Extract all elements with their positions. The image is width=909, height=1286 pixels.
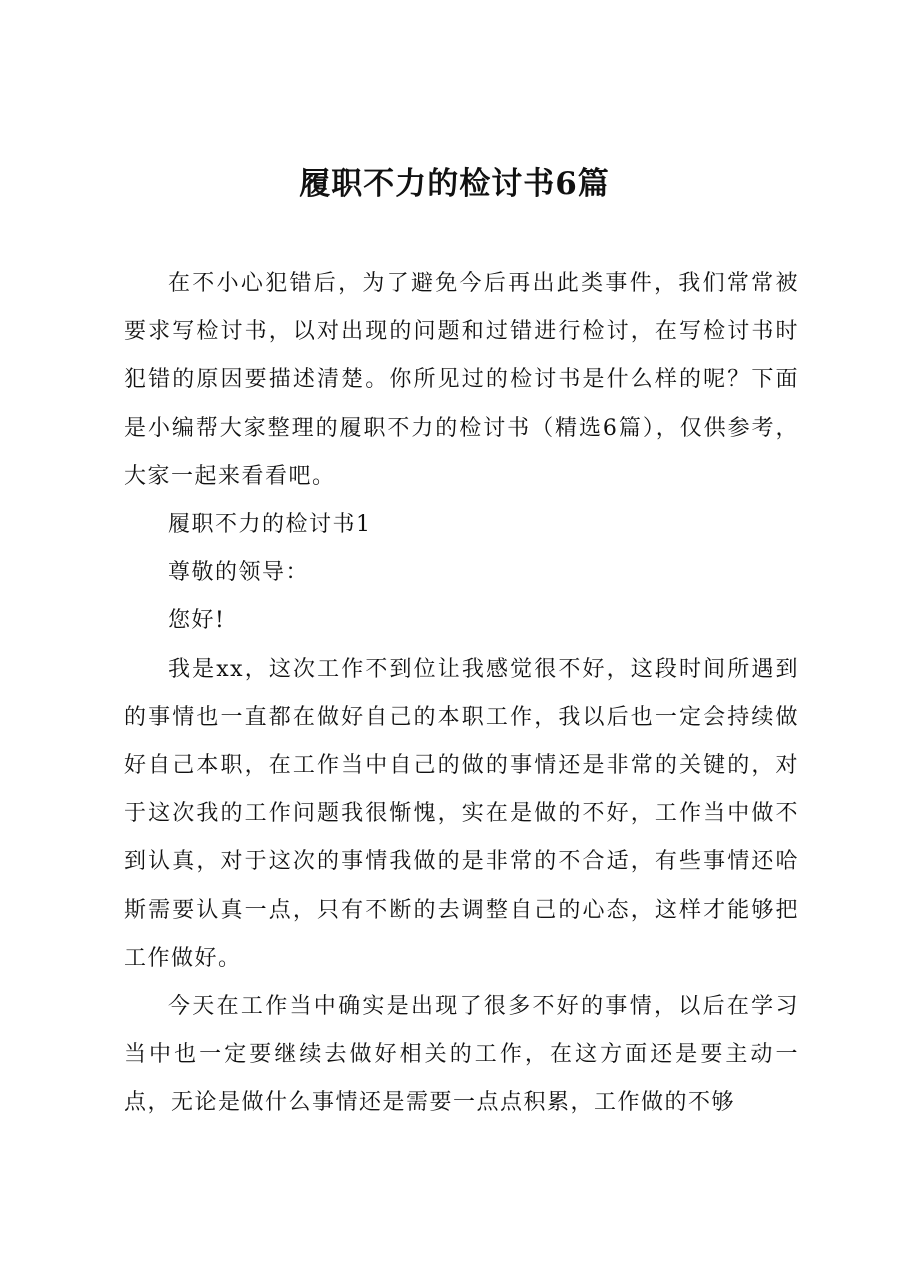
intro-paragraph: 在不小心犯错后，为了避免今后再出此类事件，我们常常被要求写检讨书，以对出现的问题和过错进行检讨，在写检讨书时犯错的原因要描述清楚。你所见过的检讨书是什么样的呢？下面是小编帮大家整理的履职不力的检讨书（精选6篇），仅供参考，大家一起来看看吧。	[124, 271, 799, 489]
section-heading: 履职不力的检讨书1	[168, 512, 372, 538]
salutation: 尊敬的领导：	[168, 560, 310, 586]
body-paragraph: 我是xx，这次工作不到位让我感觉很不好，这段时间所遇到的事情也一直都在做好自己的本职工作，我以后也一定会持续做好自己本职，在工作当中自己的做的事情还是非常的关键的，对于这次我的工作问题我很惭愧，实在是做的不好，工作当中做不到认真，对于这次的事情我做的是非常的不合适，有些事情还哈斯需要认真一点，只有不断的去调整自己的心态，这样才能够把工作做好。	[124, 656, 799, 971]
body-paragraph: 今天在工作当中确实是出现了很多不好的事情，以后在学习当中也一定要继续去做好相关的工作，在这方面还是要主动一点，无论是做什么事情还是需要一点点积累，工作做的不够	[124, 994, 799, 1116]
document-body	[124, 260, 799, 1128]
document-title: 履职不力的检讨书6篇	[299, 166, 610, 202]
greeting: 您好!	[168, 608, 226, 634]
